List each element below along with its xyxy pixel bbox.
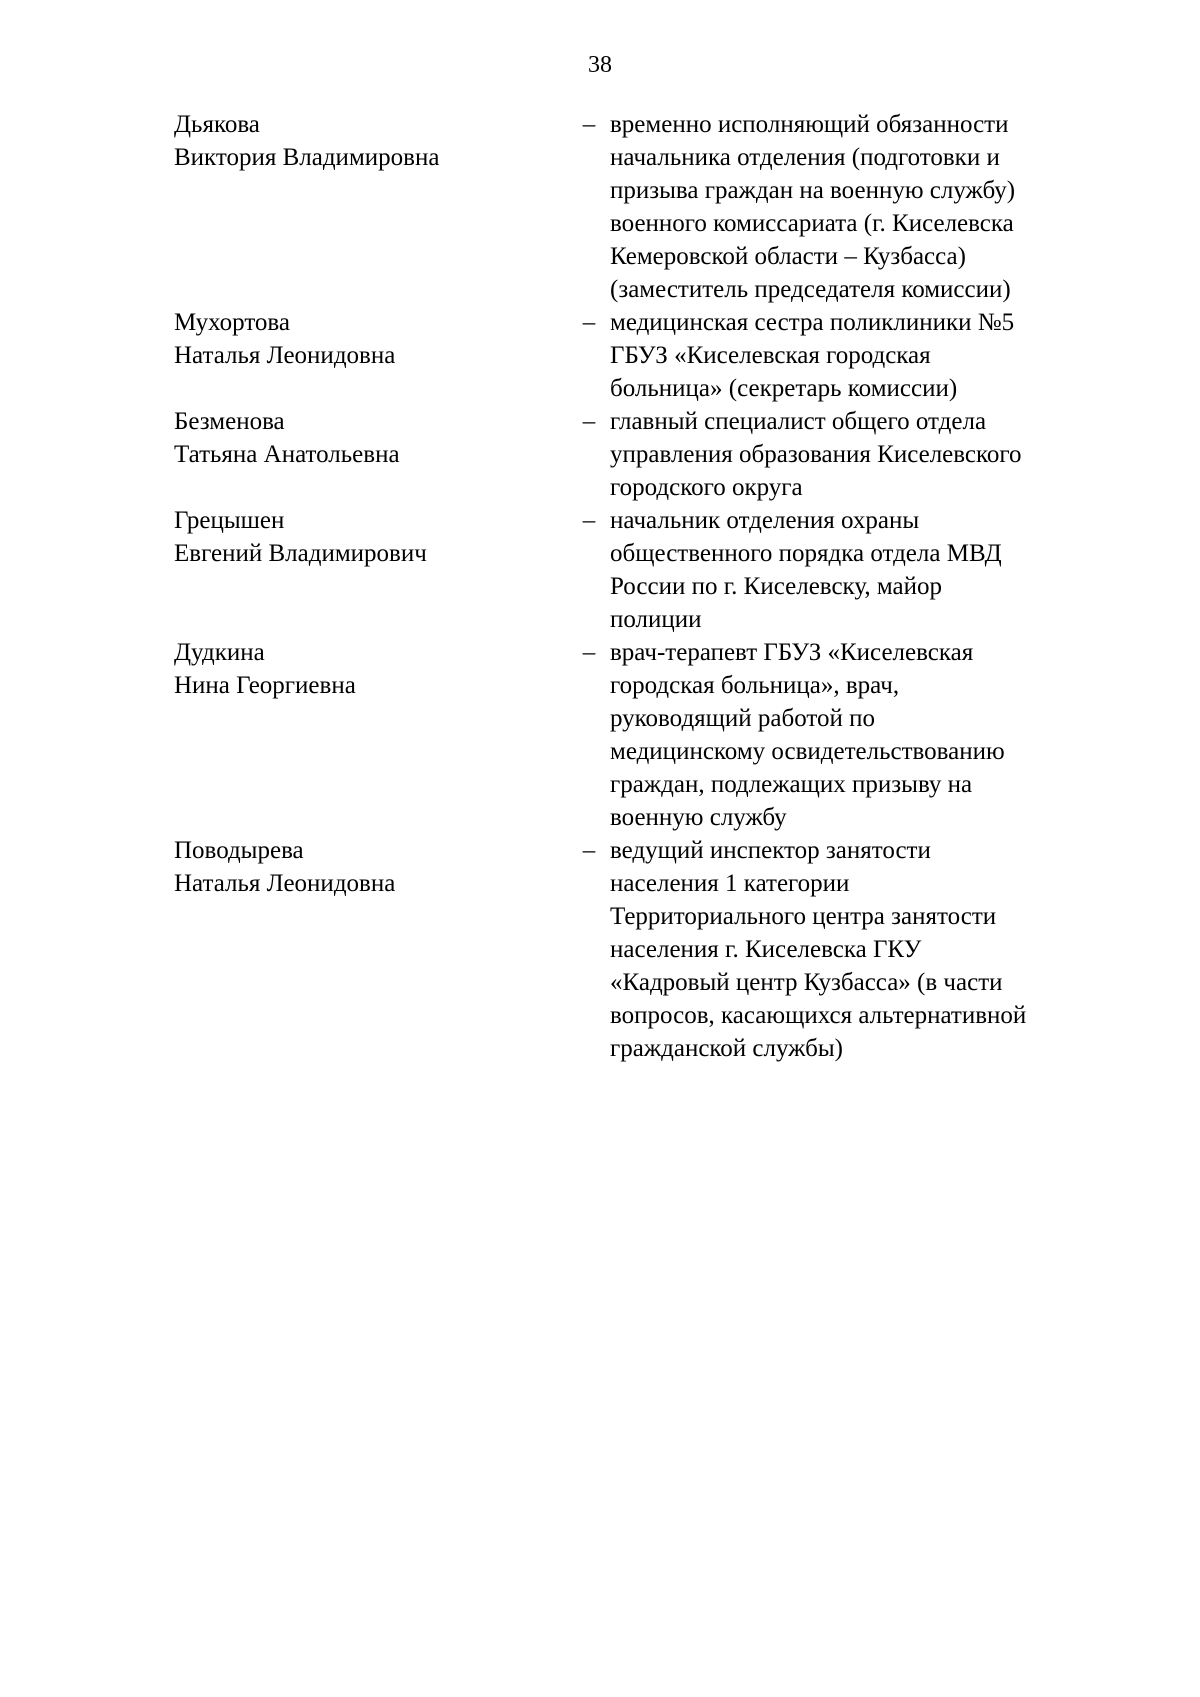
commission-members-list	[174, 108, 1104, 1065]
position-line: начальник отделения охраны	[610, 507, 920, 534]
position-line: общественного порядка отдела МВД	[610, 540, 1002, 567]
member-name	[174, 306, 568, 372]
dash-separator: –	[582, 309, 596, 336]
dash-separator: –	[582, 639, 596, 666]
position-line: управления образования Киселевского	[610, 441, 1022, 468]
position-line: населения 1 категории	[610, 870, 850, 897]
member-position	[610, 504, 1090, 636]
member-row	[174, 504, 1104, 636]
position-line: населения г. Киселевска ГКУ	[610, 936, 922, 963]
position-line: городская больница», врач,	[610, 672, 900, 699]
position-line: врач-терапевт ГБУЗ «Киселевская	[610, 639, 974, 666]
member-name	[174, 504, 568, 570]
member-position	[610, 636, 1090, 834]
position-line: ведущий инспектор занятости	[610, 837, 931, 864]
member-row	[174, 636, 1104, 834]
position-line: вопросов, касающихся альтернативной	[610, 1002, 1027, 1029]
position-line: Кемеровской области – Кузбасса)	[610, 243, 966, 270]
member-name	[174, 636, 568, 702]
member-position	[610, 108, 1090, 306]
member-name	[174, 108, 568, 174]
member-surname: Дьякова	[174, 111, 260, 138]
member-row	[174, 306, 1104, 405]
position-line: военную службу	[610, 804, 787, 831]
member-given-names: Нина Георгиевна	[174, 672, 356, 699]
member-row	[174, 108, 1104, 306]
member-surname: Грецышен	[174, 507, 285, 534]
member-given-names: Евгений Владимирович	[174, 540, 427, 567]
member-position	[610, 405, 1090, 504]
position-line: граждан, подлежащих призыву на	[610, 771, 973, 798]
member-given-names: Наталья Леонидовна	[174, 342, 396, 369]
dash-separator: –	[582, 507, 596, 534]
position-line: медицинскому освидетельствованию	[610, 738, 1005, 765]
position-line: (заместитель председателя комиссии)	[610, 276, 1011, 303]
member-given-names: Наталья Леонидовна	[174, 870, 396, 897]
member-surname: Мухортова	[174, 309, 290, 336]
member-given-names: Татьяна Анатольевна	[174, 441, 400, 468]
member-position	[610, 834, 1090, 1065]
member-surname: Дудкина	[174, 639, 265, 666]
position-line: медицинская сестра поликлиники №5	[610, 309, 1015, 336]
member-row	[174, 405, 1104, 504]
position-line: «Кадровый центр Кузбасса» (в части	[610, 969, 1003, 996]
member-name	[174, 405, 568, 471]
member-given-names: Виктория Владимировна	[174, 144, 440, 171]
page-number: 38	[588, 52, 612, 78]
dash-separator: –	[582, 111, 596, 138]
position-line: Территориального центра занятости	[610, 903, 997, 930]
position-line: гражданской службы)	[610, 1035, 843, 1062]
member-name	[174, 834, 568, 900]
position-line: временно исполняющий обязанности	[610, 111, 1009, 138]
dash-separator: –	[582, 408, 596, 435]
position-line: России по г. Киселевску, майор	[610, 573, 942, 600]
dash-separator: –	[582, 837, 596, 864]
position-line: начальника отделения (подготовки и	[610, 144, 1000, 171]
position-line: руководящий работой по	[610, 705, 876, 732]
position-line: городского округа	[610, 474, 803, 501]
position-line: военного комиссариата (г. Киселевска	[610, 210, 1014, 237]
position-line: призыва граждан на военную службу)	[610, 177, 1016, 204]
member-surname: Поводырева	[174, 837, 304, 864]
position-line: главный специалист общего отдела	[610, 408, 987, 435]
member-position	[610, 306, 1090, 405]
position-line: ГБУЗ «Киселевская городская	[610, 342, 931, 369]
position-line: больница» (секретарь комиссии)	[610, 375, 958, 402]
member-surname: Безменова	[174, 408, 285, 435]
member-row	[174, 834, 1104, 1065]
position-line: полиции	[610, 606, 702, 633]
